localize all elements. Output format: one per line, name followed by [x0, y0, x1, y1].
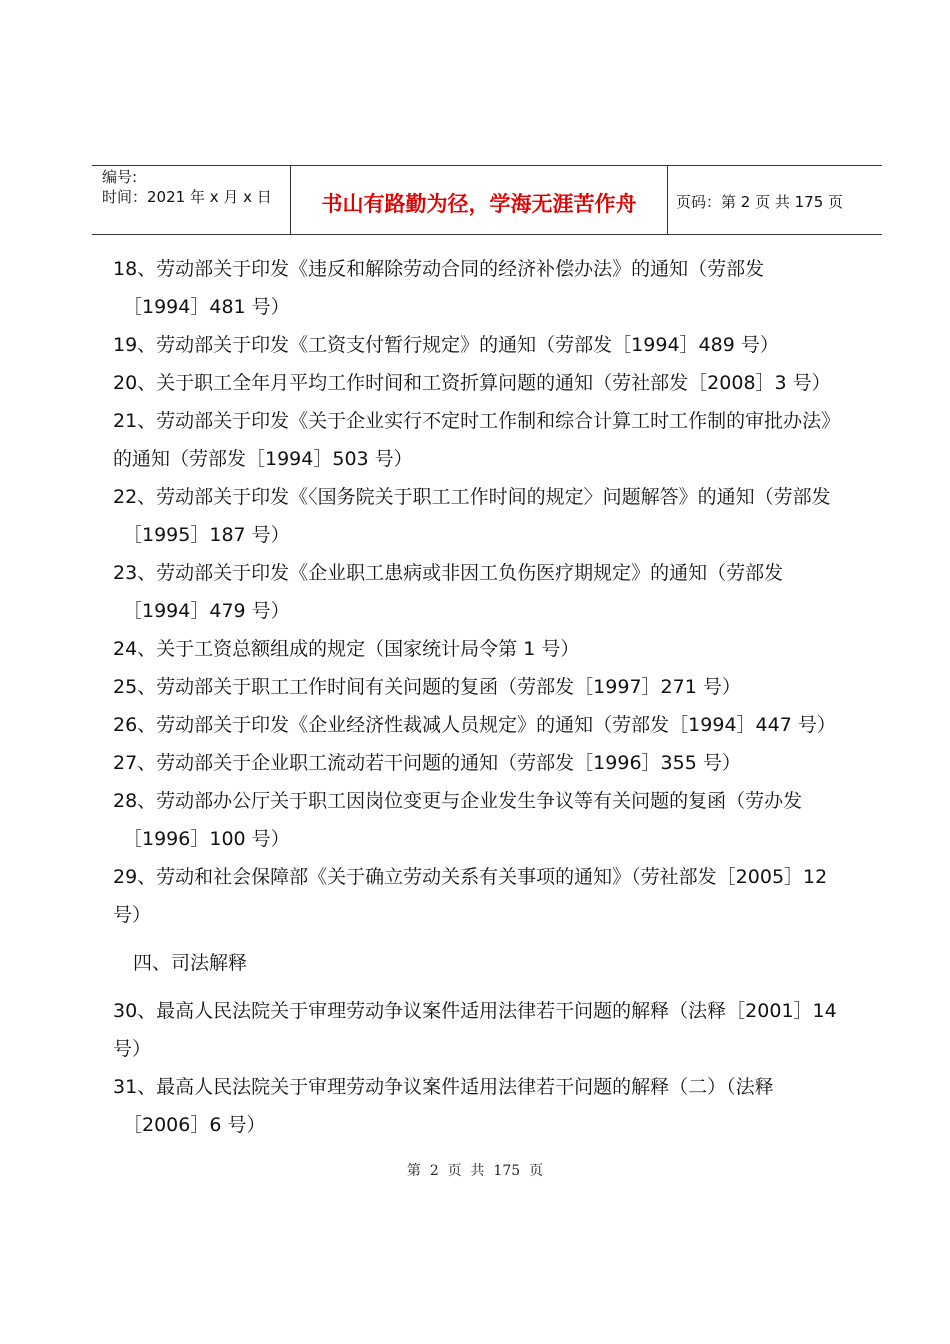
list-item — [113, 554, 863, 630]
header-motto-cell — [290, 166, 668, 234]
list-item — [113, 992, 863, 1068]
list-item-continuation: ［1994］481 号） — [123, 296, 290, 318]
list-item-line: 23、劳动部关于印发《企业职工患病或非因工负伤医疗期规定》的通知（劳部发 — [113, 562, 784, 584]
document-time-label: 时间：2021 年 x 月 x 日 — [102, 188, 272, 206]
list-item-line: 21、劳动部关于印发《关于企业实行不定时工作制和综合计算工时工作制的审批办法》 — [113, 410, 841, 432]
list-item-line: 20、关于职工全年月平均工作时间和工资折算问题的通知（劳社部发［2008］3 号） — [113, 372, 831, 394]
list-item-line: 25、劳动部关于职工工作时间有关问题的复函（劳部发［1997］271 号） — [113, 676, 741, 698]
list-item-line: 29、劳动和社会保障部《关于确立劳动关系有关事项的通知》（劳社部发［2005］12 — [113, 866, 828, 888]
list-item-line: 30、最高人民法院关于审理劳动争议案件适用法律若干问题的解释（法释［2001］14 — [113, 1000, 837, 1022]
list-item — [113, 858, 863, 934]
list-item-continuation: 号） — [113, 904, 152, 926]
list-item — [113, 364, 863, 402]
header-page-info: 页码：第 2 页 共 175 页 — [676, 193, 844, 211]
list-item-line: 31、最高人民法院关于审理劳动争议案件适用法律若干问题的解释（二）（法释 — [113, 1076, 774, 1098]
list-item — [113, 630, 863, 668]
page-footer: 第 2 页 共 175 页 — [406, 1163, 544, 1179]
list-item — [113, 668, 863, 706]
list-item-line: 19、劳动部关于印发《工资支付暂行规定》的通知（劳部发［1994］489 号） — [113, 334, 779, 356]
list-item — [113, 250, 863, 326]
list-item — [113, 1068, 863, 1144]
list-item-line: 24、关于工资总额组成的规定（国家统计局令第 1 号） — [113, 638, 580, 660]
list-item-continuation: ［2006］6 号） — [123, 1114, 266, 1136]
list-item-continuation: 的通知（劳部发［1994］503 号） — [113, 448, 413, 470]
list-item — [113, 782, 863, 858]
list-item-line: 22、劳动部关于印发《〈国务院关于职工工作时间的规定〉问题解答》的通知（劳部发 — [113, 486, 831, 508]
header-meta-cell — [92, 166, 290, 234]
list-item — [113, 478, 863, 554]
list-item-continuation: ［1996］100 号） — [123, 828, 290, 850]
list-item-line: 26、劳动部关于印发《企业经济性裁减人员规定》的通知（劳部发［1994］447 号） — [113, 714, 836, 736]
list-item — [113, 402, 863, 478]
section-heading: 四、司法解释 — [133, 952, 248, 974]
list-item-continuation: ［1994］479 号） — [123, 600, 290, 622]
list-item — [113, 744, 863, 782]
list-item-line: 18、劳动部关于印发《违反和解除劳动合同的经济补偿办法》的通知（劳部发 — [113, 258, 765, 280]
page-header — [92, 165, 882, 235]
document-body — [113, 250, 863, 1144]
list-item-line: 28、劳动部办公厅关于职工因岗位变更与企业发生争议等有关问题的复函（劳办发 — [113, 790, 803, 812]
list-item — [113, 326, 863, 364]
header-page-cell — [666, 166, 882, 234]
list-item-continuation: 号） — [113, 1038, 152, 1060]
document-number-label: 编号: — [102, 168, 138, 186]
header-motto: 书山有路勤为径，学海无涯苦作舟 — [321, 191, 637, 216]
list-item — [113, 706, 863, 744]
list-item-continuation: ［1995］187 号） — [123, 524, 290, 546]
list-item-line: 27、劳动部关于企业职工流动若干问题的通知（劳部发［1996］355 号） — [113, 752, 741, 774]
